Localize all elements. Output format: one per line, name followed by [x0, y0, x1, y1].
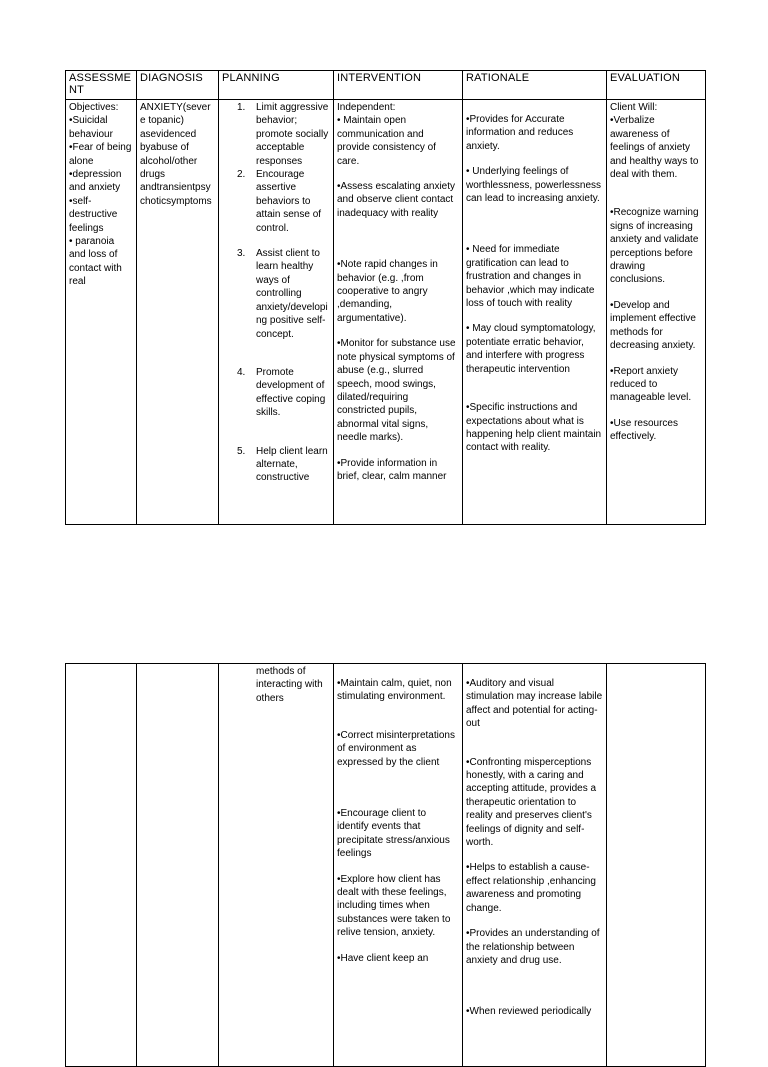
intervention-item: •Explore how client has dealt with these feelings, including times when substances were taken to relive tension, anxiety.: [337, 873, 451, 939]
assessment-line: • paranoia and loss of contact with real: [69, 236, 122, 288]
rationale-item: •When reviewed periodically: [466, 1006, 592, 1018]
header-planning: PLANNING: [219, 71, 334, 100]
intervention-item: • Maintain open communication and provide consistency of care.: [337, 115, 436, 167]
planning-item: 1. Limit aggressive behavior; promote socially acceptable responses: [237, 102, 329, 167]
intervention-item: •Have client keep an: [337, 952, 429, 964]
diagnosis-cell: [137, 100, 219, 525]
evaluation-heading: Client Will:: [610, 102, 658, 113]
assessment-line: •Fear of being alone: [69, 142, 132, 167]
rationale-item: • May cloud symptomatology, potentiate erratic behavior, and interfere with progress therapeutic intervention: [466, 323, 596, 375]
planning-cell-continued: [219, 664, 334, 1067]
evaluation-item: •Recognize warning signs of increasing anxiety and validate perceptions before drawing conclusions.: [610, 207, 699, 286]
rationale-item: • Need for immediate gratification can lead to frustration and changes in behavior ,which may indicate loss of touch with reality: [466, 244, 595, 310]
assessment-cell: [66, 100, 137, 525]
rationale-cell-continued: [463, 664, 607, 1067]
evaluation-cell-continued: [607, 664, 706, 1067]
diagnosis-cell-continued: [137, 664, 219, 1067]
rationale-item: •Provides for Accurate information and reduces anxiety.: [466, 114, 574, 152]
intervention-item: •Encourage client to identify events that precipitate stress/anxious feelings: [337, 808, 450, 860]
planning-item: 3. Assist client to learn healthy ways of controlling anxiety/developing positive self-concept.: [237, 248, 328, 340]
header-intervention: INTERVENTION: [334, 71, 463, 100]
intervention-heading: Independent:: [337, 102, 396, 113]
intervention-item: •Correct misinterpretations of environment as expressed by the client: [337, 729, 455, 768]
intervention-item: •Provide information in brief, clear, calm manner: [337, 457, 447, 482]
intervention-item: •Note rapid changes in behavior (e.g. ,from cooperative to angry ,demanding, argumentative).: [337, 259, 438, 324]
header-diagnosis: DIAGNOSIS: [137, 71, 219, 100]
evaluation-item: •Report anxiety reduced to manageable level.: [610, 365, 692, 404]
header-rationale: RATIONALE: [463, 71, 607, 100]
planning-item: 4. Promote development of effective coping skills.: [237, 366, 326, 419]
assessment-cell-continued: [66, 664, 137, 1067]
rationale-item: •Specific instructions and expectations about what is happening help client maintain contact with reality.: [466, 402, 602, 454]
rationale-item: •Auditory and visual stimulation may increase labile affect and potential for acting-out: [466, 678, 603, 730]
intervention-cell: [334, 100, 463, 525]
header-assessment: ASSESSMENT: [66, 71, 137, 100]
rationale-item: •Provides an understanding of the relationship between anxiety and drug use.: [466, 928, 600, 966]
evaluation-cell: [607, 100, 706, 525]
intervention-item: •Monitor for substance use note physical symptoms of abuse (e.g., slurred speech, mood swings, dilated/requiring constricted pupils, abnormal vital signs, needle marks).: [337, 338, 456, 444]
planning-cell: [219, 100, 334, 525]
evaluation-item: •Develop and implement effective methods for decreasing anxiety.: [610, 299, 696, 352]
planning-item: 5. Help client learn alternate, constructive: [237, 445, 328, 484]
rationale-item: •Helps to establish a cause-effect relationship ,enhancing awareness and promoting change.: [466, 862, 596, 914]
intervention-item: •Maintain calm, quiet, non stimulating environment.: [337, 678, 452, 703]
planning-list: [222, 101, 330, 485]
diagnosis-text: ANXIETY(severe topanic) asevidenced byabuse of alcohol/other drugs andtransientpsychoticsymptoms: [140, 102, 212, 207]
rationale-item: • Underlying feelings of worthlessness, powerlessness can lead to increasing anxiety.: [466, 166, 602, 205]
care-plan-table-page1: [65, 70, 706, 525]
intervention-cell-continued: [334, 664, 463, 1067]
rationale-item: •Confronting misperceptions honestly, with a caring and accepting attitude, provides a therapeutic orientation to reality and preserves client's feelings of dignity and self-worth.: [466, 756, 597, 849]
rationale-cell: [463, 100, 607, 525]
assessment-line: •self-destructive feelings: [69, 195, 118, 234]
evaluation-item: •Use resources effectively.: [610, 417, 678, 443]
content-row: [66, 100, 706, 525]
evaluation-item: •Verbalize awareness of feelings of anxiety and healthy ways to deal with them.: [610, 115, 699, 181]
assessment-line: •Suicidal behaviour: [69, 115, 113, 140]
care-plan-table-page2: [65, 663, 706, 1067]
assessment-line: Objectives:: [69, 102, 119, 113]
header-row: [66, 71, 706, 100]
header-evaluation: EVALUATION: [607, 71, 706, 100]
content-row-continued: [66, 664, 706, 1067]
planning-continuation: methods of interacting with others: [256, 666, 323, 704]
intervention-item: •Assess escalating anxiety and observe client contact inadequacy with reality: [337, 181, 456, 219]
assessment-line: •depression and anxiety: [69, 169, 122, 194]
planning-item: 2. Encourage assertive behaviors to attain sense of control.: [237, 169, 322, 234]
